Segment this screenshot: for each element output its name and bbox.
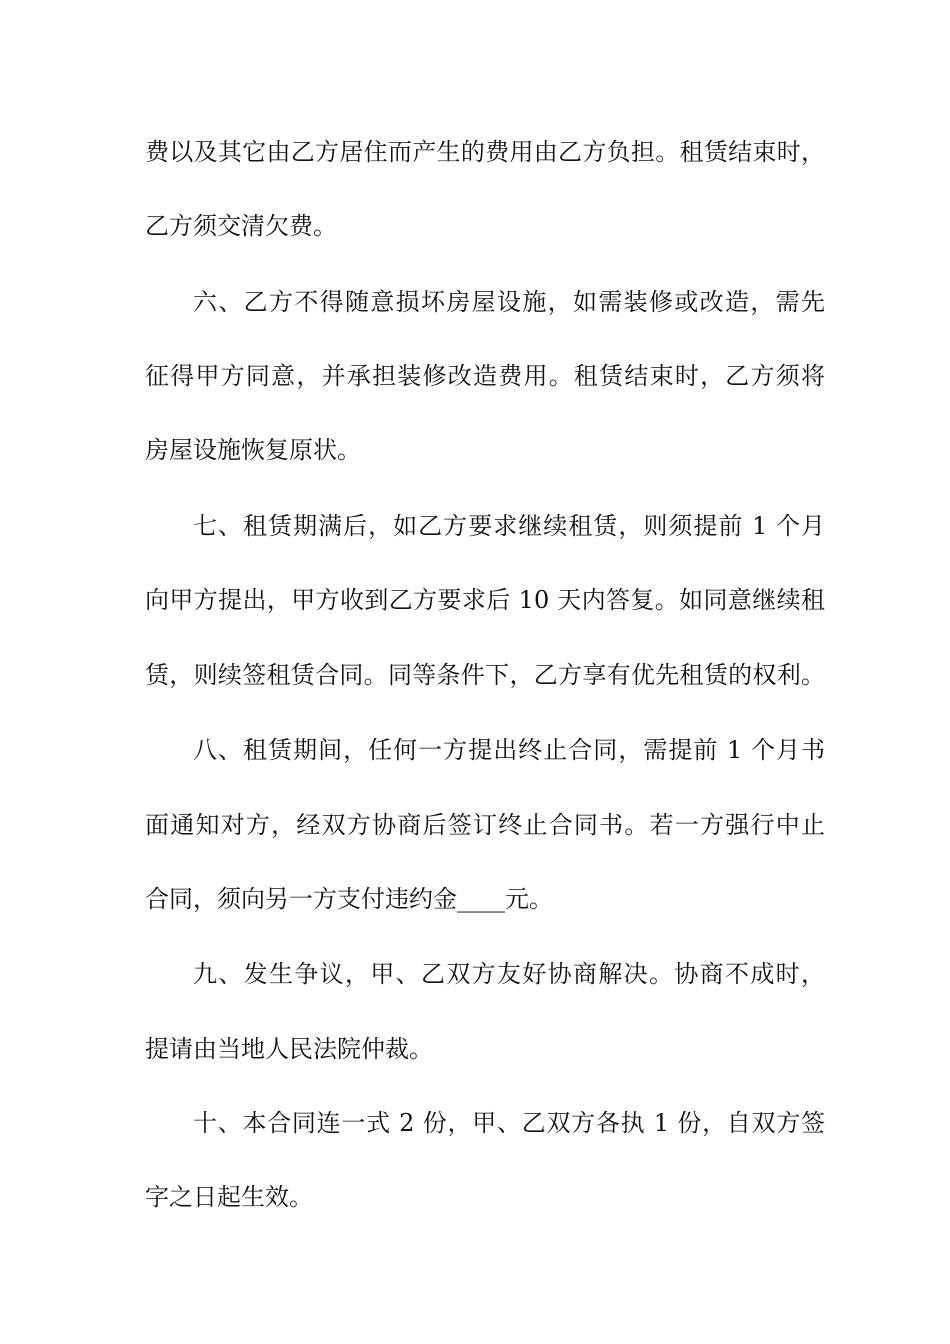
text-line: 提请由当地人民法院仲裁。 [145,1035,433,1063]
text-line: 征得甲方同意，并承担装修改造费用。租赁结束时，乙方须将 [145,362,825,390]
text-line: 赁，则续签租赁合同。同等条件下，乙方享有优先租赁的权利。 [145,661,825,689]
text-line: 面通知对方，经双方协商后签订终止合同书。若一方强行中止 [145,811,825,839]
clause-9-heading-line: 九、发生争议，甲、乙双方友好协商解决。协商不成时， [193,960,825,988]
text-line: 费以及其它由乙方居住而产生的费用由乙方负担。租赁结束时， [145,138,825,166]
text-line: 字之日起生效。 [145,1183,313,1211]
text-line: 房屋设施恢复原状。 [145,436,361,464]
text-line: 乙方须交清欠费。 [145,212,337,240]
text-line: 合同，须向另一方支付违约金____元。 [145,885,553,913]
clause-10-heading-line: 十、本合同连一式 2 份，甲、乙双方各执 1 份，自双方签 [193,1109,825,1137]
text-line: 向甲方提出，甲方收到乙方要求后 10 天内答复。如同意继续租 [145,586,825,614]
clause-8-heading-line: 八、租赁期间，任何一方提出终止合同，需提前 1 个月书 [193,736,825,764]
clause-7-heading-line: 七、租赁期满后，如乙方要求继续租赁，则须提前 1 个月 [193,512,825,540]
clause-6-heading-line: 六、乙方不得随意损坏房屋设施，如需装修或改造，需先 [193,288,825,316]
